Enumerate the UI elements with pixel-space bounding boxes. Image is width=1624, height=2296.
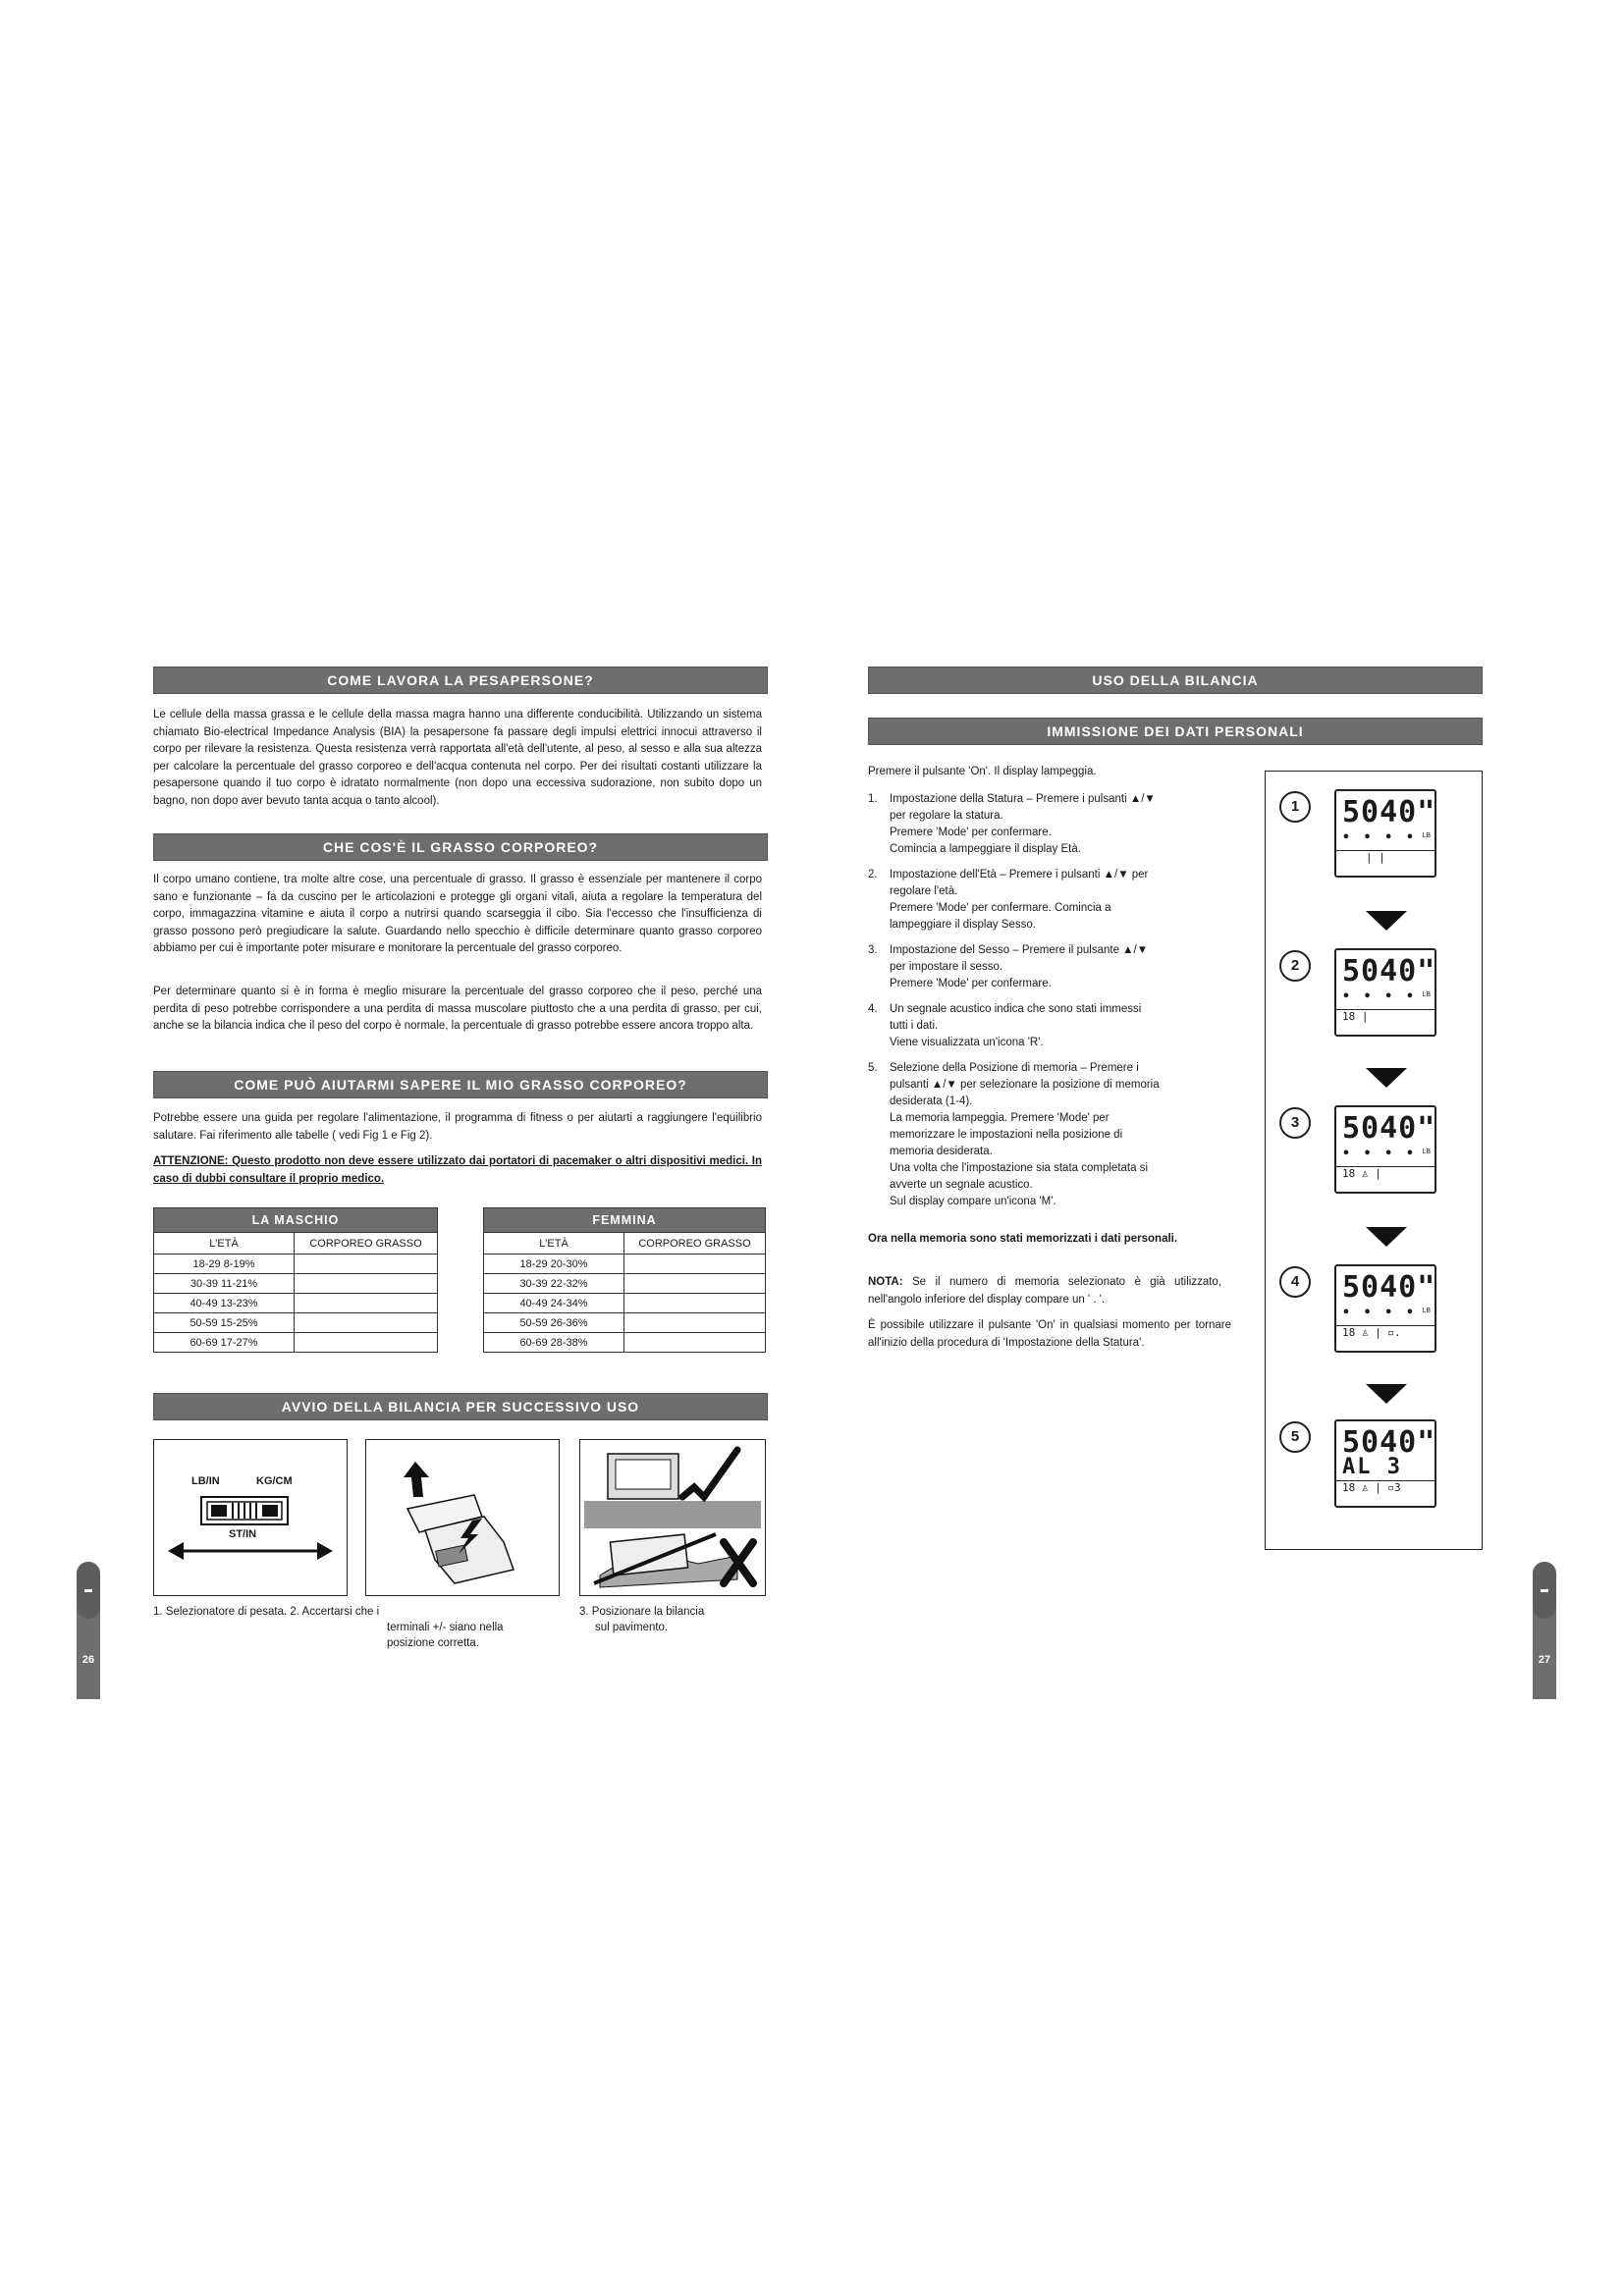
how-it-works-text: Le cellule della massa grassa e le cellule della massa magra hanno una differente conducibilità. Utilizzando un sistema chiamato Bio-electrical Impedance Analysis (BIA) la pesapersone fa passare degli impulsi elettrici innocui attraverso il corpo per rilevare la resistenza. Questa resistenza verrà rapportata all'età dell'utente, al peso, al sesso e alla sua altezza per calcolare la percentuale del grasso corporeo e dell'acqua contenuta nel corpo. Per dei risultati costanti utilizzare la pesapersone quando il tuo corpo è idratato normalmente (non dopo una eccessiva sudorazione, non subito dopo un bagno, non dopo aver bevuto tanta acqua o tanto alcool). [153, 709, 762, 807]
caption-1: 1. Selezionatore di pesata. 2. Accertarsi che i [153, 1606, 380, 1618]
table-row: 30-39 22-32% [484, 1274, 624, 1294]
female-col-age: L'ETÀ [484, 1233, 624, 1255]
lcd-display-3 [1334, 1105, 1436, 1194]
section-header-usage: USO DELLA BILANCIA [868, 667, 1483, 694]
table-row: 18-29 20-30% [484, 1255, 624, 1274]
how-help-text: Potrebbe essere una guida per regolare l'alimentazione, il programma di fitness o per aiutarti a raggiungere l'equilibrio salutare. Fai riferimento alle tabelle ( vedi Fig 1 e Fig 2). [153, 1112, 762, 1142]
switch-label-lbin: LB/IN [191, 1475, 220, 1487]
display-number-1: 1 [1279, 791, 1311, 823]
left-page [153, 0, 768, 2296]
steps-list [868, 791, 1221, 1219]
lcd-height-value: 5040" [1342, 795, 1436, 829]
switch-label-stin: ST/IN [229, 1528, 257, 1540]
body-fat-text-2: Per determinare quanto si è in forma è meglio misurare la percentuale del grasso corporeo che il peso, perché una perdita di peso potrebbe corrispondere a una perdita di massa muscolare piuttosto che a una perdita di grasso, per cui, anche se la bilancia indica che il peso del corpo è normale, la percentuale di grasso potrebbe essere ancora troppo alta. [153, 986, 762, 1032]
lcd-bottom-row: 18 ♙ | ▫. [1336, 1325, 1435, 1350]
switch-icon [154, 1440, 347, 1595]
table-row: 50-59 26-36% [484, 1313, 624, 1333]
caption-3b: sul pavimento. [595, 1622, 669, 1633]
memo-text: Ora nella memoria sono stati memorizzati i dati personali. [868, 1233, 1178, 1245]
lcd-unit: LB [1422, 1148, 1431, 1155]
nota-text [868, 1274, 1221, 1308]
lcd-bottom-row: 18 | [1336, 1009, 1435, 1034]
caption-2b: posizione corretta. [387, 1637, 479, 1649]
table-row: 30-39 11-21% [154, 1274, 295, 1294]
section-header-how-help: COME PUÒ AIUTARMI SAPERE IL MIO GRASSO CORPOREO? [153, 1071, 768, 1098]
lcd-height-value: 5040" [1342, 1425, 1436, 1460]
arrow-down-icon [1366, 1384, 1407, 1404]
lcd-display-5 [1334, 1419, 1436, 1508]
table-row: 60-69 28-38% [484, 1333, 624, 1353]
step-3: 3. Impostazione del Sesso – Premere il pulsante ▲/▼ per impostare il sesso. Premere 'Mode' per confermare. [868, 944, 1149, 989]
lcd-memory-row: AL 3 [1342, 1455, 1402, 1479]
caption-2a: terminali +/- siano nella [387, 1622, 504, 1633]
arrow-down-icon [1366, 911, 1407, 931]
lcd-unit: LB [1422, 832, 1431, 839]
display-number-3: 3 [1279, 1107, 1311, 1139]
arrow-down-icon [1366, 1227, 1407, 1247]
nota-label: NOTA: [868, 1276, 903, 1288]
lcd-middle-row: • • • • [1342, 989, 1417, 1004]
switch-label-kgcm: KG/CM [256, 1475, 293, 1487]
lcd-bottom-row: 18 ♙ | ▫3 [1336, 1480, 1435, 1505]
tab-dash-icon [84, 1589, 92, 1592]
weight-selector-illustration [153, 1439, 348, 1596]
male-col-age: L'ETÀ [154, 1233, 295, 1255]
section-header-body-fat: CHE COS'È IL GRASSO CORPOREO? [153, 833, 768, 861]
table-row: 60-69 17-27% [154, 1333, 295, 1353]
display-number-2: 2 [1279, 950, 1311, 982]
step-1: 1. Impostazione della Statura – Premere i pulsanti ▲/▼ per regolare la statura. Premere 'Mode' per confermare. Comincia a lampeggiare il display Età. [868, 793, 1156, 855]
male-table-title: LA MASCHIO [154, 1208, 438, 1233]
lcd-display-2 [1334, 948, 1436, 1037]
lcd-unit: LB [1422, 1308, 1431, 1314]
left-page-tab [77, 1562, 100, 1699]
table-row: 18-29 8-19% [154, 1255, 295, 1274]
step-5: 5. Selezione della Posizione di memoria – Premere i pulsanti ▲/▼ per selezionare la posizione di memoria desiderata (1-4). La memoria lampeggia. Premere 'Mode' per memorizzare le impostazioni nella posizione di memoria desiderata. Una volta che l'impostazione sia stata completata si avverte un segnale acustico. Sul display compare un'icona 'M'. [868, 1062, 1160, 1207]
lcd-display-4 [1334, 1264, 1436, 1353]
lcd-bottom-row: 18 ♙ | [1336, 1166, 1435, 1191]
nota-body: Se il numero di memoria selezionato è già utilizzato, nell'angolo inferiore del display compare un ' . '. [868, 1276, 1221, 1306]
female-table [483, 1207, 766, 1353]
page-number-left: 26 [81, 1654, 95, 1666]
table-row: 50-59 15-25% [154, 1313, 295, 1333]
lcd-height-value: 5040" [1342, 954, 1436, 988]
caption-3a: 3. Posizionare la bilancia [579, 1606, 705, 1618]
body-fat-text-1: Il corpo umano contiene, tra molte altre cose, una percentuale di grasso. Il grasso è essenziale per mantenere il corpo sano e funzionante – fa da cuscino per le articolazioni e protegge gli organi vitali, aiuta a regolare la temperatura del corpo, immagazzina vitamine e aiuta il corpo a nutrirsi quando scarseggia il cibo. Sia l'eccesso che l'insufficienza di grasso possono però pregiudicare la salute. Guardando nello specchio è difficile determinare quanto grasso corporeo abbiamo per cui è importante poter misurare e monitorare la percentuale del grasso corporeo. [153, 874, 762, 954]
lcd-middle-row: • • • • [1342, 1147, 1417, 1161]
lcd-bottom-row: | | [1336, 850, 1435, 875]
warning-body: Questo prodotto non deve essere utilizzato dai portatori di pacemaker o altri dispositivi medici. In caso di dubbi consultare il proprio medico. [153, 1155, 762, 1185]
table-row: 40-49 13-23% [154, 1294, 295, 1313]
section-header-startup: AVVIO DELLA BILANCIA PER SUCCESSIVO USO [153, 1393, 768, 1420]
lcd-middle-row: • • • • [1342, 830, 1417, 845]
section-header-how-it-works: COME LAVORA LA PESAPERSONE? [153, 667, 768, 694]
final-text: È possibile utilizzare il pulsante 'On' in qualsiasi momento per tornare all'inizio della procedura di 'Impostazione della Statura'. [868, 1319, 1231, 1349]
lcd-middle-row: • • • • [1342, 1306, 1417, 1320]
lcd-display-1 [1334, 789, 1436, 878]
step-2: 2. Impostazione dell'Età – Premere i pulsanti ▲/▼ per regolare l'età. Premere 'Mode' per confermare. Comincia a lampeggiare il display Sesso. [868, 869, 1149, 931]
step-4: 4. Un segnale acustico indica che sono stati immessi tutti i dati. Viene visualizzata un'icona 'R'. [868, 1003, 1142, 1048]
male-col-fat: CORPOREO GRASSO [295, 1233, 438, 1255]
arrow-down-icon [1366, 1068, 1407, 1088]
right-page [868, 0, 1487, 2296]
placement-illustration [579, 1439, 766, 1596]
battery-illustration [365, 1439, 560, 1596]
display-panel [1265, 771, 1483, 1550]
female-table-title: FEMMINA [484, 1208, 766, 1233]
intro-text: Premere il pulsante 'On'. Il display lampeggia. [868, 766, 1097, 777]
table-row: 40-49 24-34% [484, 1294, 624, 1313]
warning-text [153, 1153, 762, 1188]
tab-dash-icon [1541, 1589, 1548, 1592]
lcd-height-value: 5040" [1342, 1270, 1436, 1305]
floor-placement-icon [580, 1440, 765, 1595]
warning-label: ATTENZIONE: [153, 1155, 229, 1167]
right-page-tab [1533, 1562, 1556, 1699]
battery-terminal-icon [366, 1440, 559, 1595]
page-number-right: 27 [1538, 1654, 1551, 1666]
lcd-height-value: 5040" [1342, 1111, 1436, 1146]
display-number-5: 5 [1279, 1421, 1311, 1453]
male-table [153, 1207, 438, 1353]
display-number-4: 4 [1279, 1266, 1311, 1298]
female-col-fat: CORPOREO GRASSO [624, 1233, 766, 1255]
lcd-unit: LB [1422, 991, 1431, 998]
section-header-personal-data: IMMISSIONE DEI DATI PERSONALI [868, 718, 1483, 745]
